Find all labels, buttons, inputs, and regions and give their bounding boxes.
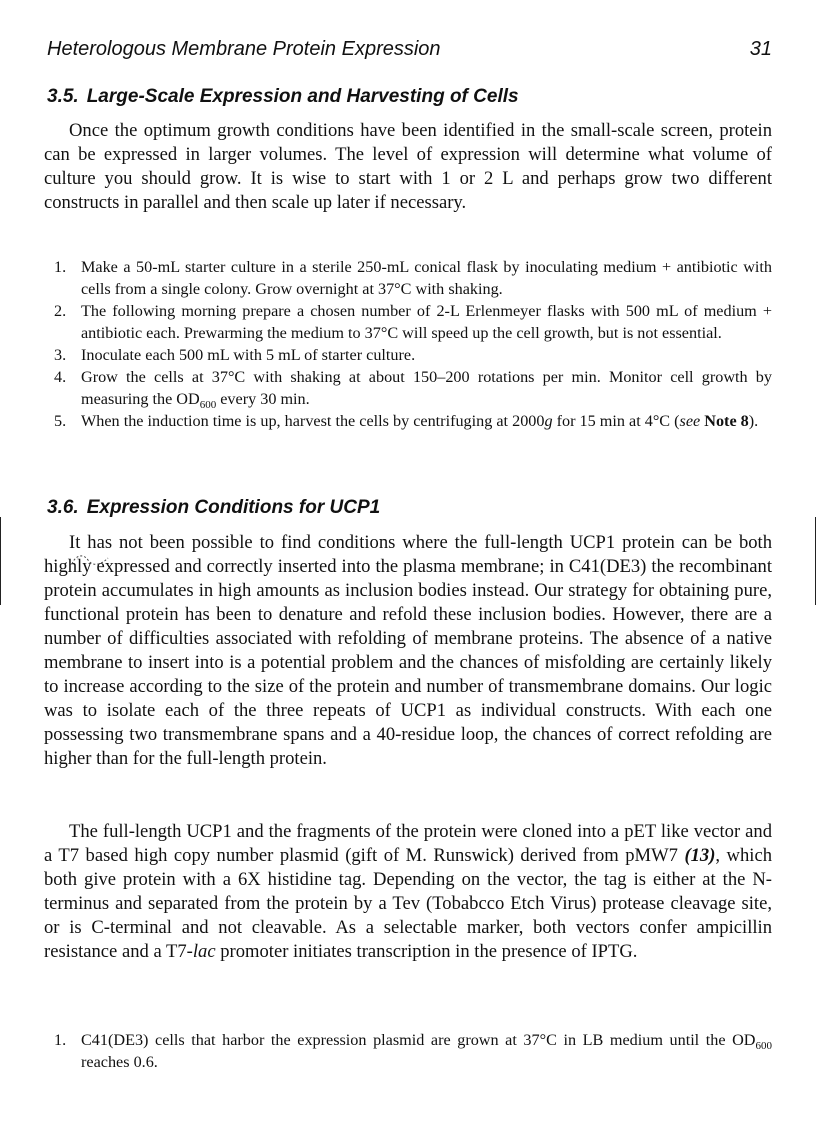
list-item xyxy=(44,1029,772,1073)
text-span: The full-length UCP1 and the fragments of the protein were cloned into a pET like vector and a T7 based high copy number plasmid (gift of M. Runswick) derived from pMW7 xyxy=(44,821,772,866)
list-item xyxy=(44,300,772,344)
step-number: 4. xyxy=(54,368,67,386)
left-margin-line xyxy=(0,517,1,605)
step-text: C41(DE3) cells that harbor the expression plasmid are grown at 37°C in LB medium until the OD xyxy=(81,1031,756,1049)
section-title: Expression Conditions for UCP1 xyxy=(86,497,381,518)
see-word: see xyxy=(679,412,701,430)
step-list xyxy=(44,256,772,432)
list-item xyxy=(44,410,772,432)
section-heading-3-6 xyxy=(47,497,380,519)
step-text: ). xyxy=(748,412,759,430)
step-text: Inoculate each 500 mL with 5 mL of starter culture. xyxy=(81,346,416,364)
list-item xyxy=(44,344,772,366)
section-title: Large-Scale Expression and Harvesting of Cells xyxy=(86,86,519,107)
step-text: Grow the cells at 37°C with shaking at about 150–200 rotations per min. Monitor cell growth by measuring the OD xyxy=(81,368,772,408)
step-number: 2. xyxy=(54,302,67,320)
step-text: every 30 min. xyxy=(216,390,310,408)
text-span: promoter initiates transcription in the presence of IPTG. xyxy=(215,941,638,962)
section-number: 3.5. xyxy=(47,86,79,107)
running-header xyxy=(44,38,772,66)
section-heading-3-5 xyxy=(47,86,519,108)
section-number: 3.6. xyxy=(47,497,79,518)
step-number: 1. xyxy=(54,1031,67,1049)
step-text: for 15 min at 4°C ( xyxy=(552,412,680,430)
step-number: 1. xyxy=(54,258,67,276)
text-span: , which both give protein with a 6X histidine tag. Depending on the vector, the tag is either at the N-terminus and separated from the protein by a Tev (Tobabcco Etch Virus) protease cleavage site, or is C-terminal and not cleavable. As a selectable marker, both vectors confer ampicillin resistance and a T7- xyxy=(44,845,772,962)
paragraph: It has not been possible to find conditions where the full-length UCP1 protein can be both highly expressed and correctly inserted into the plasma membrane; in C41(DE3) the recombinant protein accumulates in high amounts as inclusion bodies instead. Our strategy for obtaining pure, functional protein has been to denature and refold these inclusion bodies. However, there are a number of difficulties associated with refolding of membrane proteins. The absence of a native membrane to insert into is a potential problem and the chances of misfolding are certainly likely to increase according to the size of the protein and number of transmembrane domains. Our logic was to isolate each of the three repeats of UCP1 as individual constructs. With each one possessing two transmembrane spans and a 40-residue loop, the chances of correct refolding are higher than for the full-length protein. xyxy=(44,532,772,769)
unit-g: g xyxy=(544,412,553,430)
step-text: reaches 0.6. xyxy=(81,1053,158,1071)
subscript: 600 xyxy=(199,399,217,411)
page-number: 31 xyxy=(749,38,772,60)
running-title: Heterologous Membrane Protein Expression xyxy=(47,38,441,60)
handwritten-mark-icon xyxy=(70,552,110,568)
citation-reference[interactable]: (13) xyxy=(684,845,716,866)
italic-term: lac xyxy=(192,941,216,962)
step-list xyxy=(44,1029,772,1073)
paragraph xyxy=(44,820,772,964)
step-text: When the induction time is up, harvest the cells by centrifuging at 2000 xyxy=(81,412,545,430)
note-reference[interactable]: Note 8 xyxy=(704,412,749,430)
subscript: 600 xyxy=(755,1040,772,1052)
list-item xyxy=(44,366,772,410)
step-number: 3. xyxy=(54,346,67,364)
step-text: The following morning prepare a chosen number of 2-L Erlenmeyer flasks with 500 mL of medium + antibiotic each. Prewarming the medium to 37°C will speed up the cell growth, but is not essential. xyxy=(81,302,772,342)
step-number: 5. xyxy=(54,412,67,430)
step-text: Make a 50-mL starter culture in a sterile 250-mL conical flask by inoculating medium + antibiotic with cells from a single colony. Grow overnight at 37°C with shaking. xyxy=(81,258,772,298)
paragraph: Once the optimum growth conditions have been identified in the small-scale screen, protein can be expressed in larger volumes. The level of expression will determine what volume of culture you should grow. It is wise to start with 1 or 2 L and perhaps grow two different constructs in parallel and then scale up later if necessary. xyxy=(44,120,772,213)
list-item xyxy=(44,256,772,300)
